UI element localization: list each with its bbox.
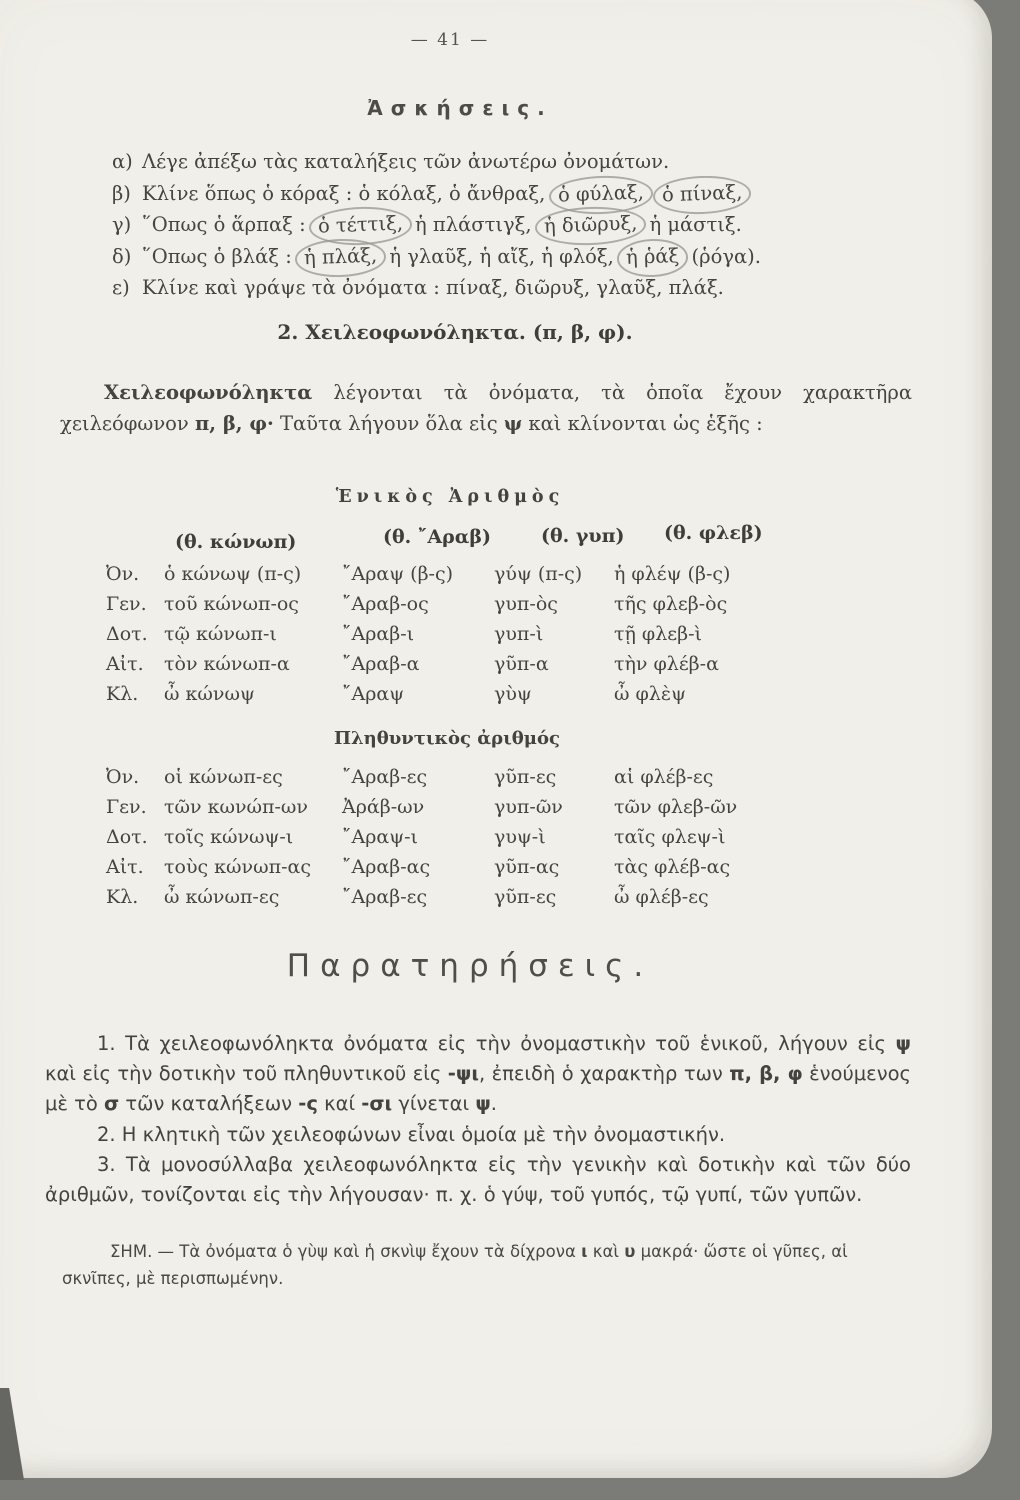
declension-cell: τοὺς κώνωπ-ας	[164, 856, 311, 878]
exercises-list	[112, 146, 902, 304]
text-segment: .	[490, 1092, 497, 1115]
declension-cell: γυπ-ῶν	[494, 796, 563, 818]
text-segment: 1. Τὰ χειλεοφωνόληκτα ὀνόματα εἰς τὴν ὀνομαστικὴν τοῦ ἑνικοῦ, λήγουν εἰς	[97, 1032, 896, 1055]
declension-cell: γυπ-ὸς	[494, 593, 558, 615]
pencil-circled-word: ὁ τέττιξ,	[308, 205, 412, 246]
text-segment: σ	[104, 1092, 120, 1115]
case-label: Ὀν.	[106, 563, 140, 585]
text-segment: ἑνούμενος μὲ τὸ	[45, 1062, 911, 1115]
text-segment: υ	[624, 1242, 636, 1261]
declension-cell: ῎Αραβ-ες	[342, 886, 428, 908]
declension-cell: τὰς φλέβ-ας	[614, 856, 731, 878]
declension-cell: ὦ φλὲψ	[614, 683, 686, 705]
declension-cell: γὺψ	[494, 683, 532, 705]
declension-cell: τῇ φλεβ-ὶ	[614, 623, 702, 645]
declension-cell: οἱ κώνωπ-ες	[164, 766, 283, 788]
text-segment: καὶ	[587, 1242, 625, 1261]
exercise-text	[142, 150, 669, 173]
declension-cell: γῦπ-ες	[494, 886, 557, 908]
text-segment: καί	[317, 1092, 362, 1115]
case-label: Ὀν.	[106, 766, 140, 788]
observations-title: Παρατηρήσεις.	[286, 948, 654, 984]
exercise-item-c	[112, 209, 902, 241]
declension-cell: τὸν κώνωπ-α	[164, 653, 290, 675]
text-segment: π, β, φ·	[194, 411, 274, 435]
declension-cell: ταῖς φλεψ-ὶ	[614, 826, 726, 848]
stem-header-phleb: (θ. φλεβ)	[664, 522, 763, 544]
exercise-item-e	[112, 272, 902, 304]
declension-cell: γῦπ-ας	[494, 856, 560, 878]
exercise-label: γ)	[112, 213, 132, 236]
text-segment: τῶν καταλήξεων	[119, 1092, 299, 1115]
stem-header-arab: (θ. ῎Αραβ)	[383, 526, 491, 548]
exercise-item-a	[112, 146, 902, 178]
declension-cell: ὁ κώνωψ (π-ς)	[164, 563, 302, 585]
exercise-label: β)	[112, 181, 131, 205]
singular-number-heading: Ἑνικὸς Ἀριθμὸς	[335, 487, 565, 507]
declension-cell: ῎Αραψ-ι	[342, 826, 418, 848]
declension-cell: αἱ φλέβ-ες	[614, 766, 714, 788]
exercise-item-d	[112, 241, 902, 273]
exercises-title: Ἀσκήσεις.	[367, 96, 553, 120]
text-segment: ι	[581, 1242, 588, 1261]
declension-cell: γῦπ-ες	[494, 766, 557, 788]
declension-cell: ὦ φλέβ-ες	[614, 886, 709, 908]
stem-header-konop: (θ. κώνωπ)	[175, 531, 297, 553]
declension-cell: ῎Αραβ-ας	[342, 856, 431, 878]
exercise-label: δ)	[112, 244, 132, 268]
exercise-item-b	[112, 178, 902, 210]
declension-table-singular	[106, 559, 846, 709]
text-segment: Ταῦτα λήγουν ὅλα εἰς	[273, 411, 504, 435]
pencil-circled-word: ἡ διῶρυξ,	[534, 205, 647, 246]
text-segment: Χειλεοφωνόληκτα	[104, 381, 313, 404]
declension-cell: ῎Αραβ-ες	[342, 766, 428, 788]
exercise-label: α)	[112, 150, 133, 173]
text-segment: Κλίνε καὶ γράψε τὰ ὀνόματα : πίναξ, διῶρυξ, γλαῦξ, πλάξ.	[142, 276, 724, 299]
text-segment: 3. Τὰ μονοσύλλαβα χειλεοφωνόληκτα εἰς τὴν γενικὴν καὶ δοτικὴν καὶ τῶν δύο ἀριθμῶν, τονίζονται εἰς τὴν λήγουσαν· π. χ. ὁ γύψ, τοῦ γυπός, τῷ γυπί, τῶν γυπῶν.	[45, 1153, 911, 1206]
case-label: Αἰτ.	[106, 856, 144, 878]
text-segment: ἡ μάστιξ.	[643, 213, 742, 236]
section-2-intro-paragraph	[60, 378, 912, 439]
text-segment: ἡ γλαῦξ, ἡ αἴξ, ἡ φλόξ,	[383, 244, 621, 268]
pencil-circled-word: ἡ ῥάξ	[616, 237, 689, 277]
declension-cell: ὦ κώνωψ	[164, 683, 255, 705]
declension-cell: ῎Αραβ-α	[342, 653, 420, 675]
text-segment: ψ	[503, 411, 523, 435]
observation-paragraph-3	[45, 1150, 911, 1210]
declension-cell: ῎Αραψ (β-ς)	[342, 563, 454, 585]
declension-cell: γυψ-ὶ	[494, 826, 546, 848]
exercise-text	[142, 276, 724, 299]
section-2-heading: 2. Χειλεοφωνόληκτα. (π, β, φ).	[277, 320, 633, 344]
text-segment: ῞Οπως ὁ ἅρπαξ :	[142, 213, 312, 236]
case-label: Γεν.	[106, 796, 147, 818]
exercise-text	[142, 213, 742, 236]
declension-cell: γυπ-ὶ	[494, 623, 544, 645]
text-segment: ψ	[895, 1032, 911, 1055]
text-segment: ΣΗΜ. — Τὰ ὀνόματα ὁ γὺψ καὶ ἡ σκνὶψ ἔχουν τὰ δίχρονα	[110, 1242, 582, 1261]
exercise-text	[142, 182, 748, 205]
text-segment: γίνεται	[392, 1092, 476, 1115]
declension-cell: ὦ κώνωπ-ες	[164, 886, 280, 908]
text-segment: καὶ εἰς τὴν δοτικὴν τοῦ πληθυντικοῦ εἰς	[45, 1062, 448, 1085]
declension-cell: γύψ (π-ς)	[494, 563, 583, 585]
text-segment: Κλίνε ὅπως ὁ κόραξ : ὁ κόλαξ, ὁ ἄνθραξ,	[142, 181, 552, 205]
text-segment: -ς	[298, 1092, 318, 1115]
text-segment: λέγονται τὰ ὀνόματα, τὰ ὁποῖα ἔχουν χαρακτῆρα χειλεόφωνον	[60, 381, 912, 435]
observation-paragraph-1	[45, 1029, 911, 1119]
footnote-sim	[62, 1238, 884, 1292]
declension-cell: τῆς φλεβ-ὸς	[614, 593, 728, 615]
page-number: — 41 —	[410, 30, 490, 50]
declension-cell: τῷ κώνωπ-ι	[164, 623, 277, 645]
declension-cell: ῎Αραψ	[342, 683, 405, 705]
stem-header-gyp: (θ. γυπ)	[541, 525, 625, 547]
exercise-text	[142, 245, 761, 268]
declension-cell: γῦπ-α	[494, 653, 549, 675]
plural-number-heading: Πληθυντικὸς ἀριθμός	[334, 728, 560, 749]
text-segment: 2. Η κλητικὴ τῶν χειλεοφώνων εἶναι ὁμοία μὲ τὴν ὀνομαστικήν.	[97, 1123, 726, 1146]
text-segment: ἡ πλάστιγξ,	[408, 213, 538, 236]
pencil-circled-word: ὁ φύλαξ,	[548, 174, 653, 215]
pencil-circled-word: ἡ πλάξ,	[294, 237, 386, 278]
case-label: Γεν.	[106, 593, 147, 615]
text-segment: π, β, φ	[729, 1062, 803, 1085]
declension-cell: τὴν φλέβ-α	[614, 653, 719, 675]
declension-cell: ῎Αραβ-ος	[342, 593, 429, 615]
text-segment: (ῥόγα).	[685, 244, 761, 268]
pencil-circled-word: ὁ πίναξ,	[652, 174, 752, 215]
text-segment: -σι	[361, 1092, 393, 1115]
text-segment: ῞Οπως ὁ βλάξ :	[142, 244, 299, 268]
text-segment: , ἐπειδὴ ὁ χαρακτὴρ των	[478, 1062, 730, 1085]
exercise-label: ε)	[112, 276, 130, 299]
case-label: Αἰτ.	[106, 653, 144, 675]
text-segment: μακρά· ὥστε οἱ γῦπες, αἱ σκνῖπες, μὲ περισπωμένην.	[62, 1242, 848, 1288]
case-label: Κλ.	[106, 683, 139, 705]
declension-cell: ἡ φλέψ (β-ς)	[614, 563, 731, 585]
declension-cell: Ἀράβ-ων	[342, 796, 425, 818]
text-segment: ψ	[475, 1092, 491, 1115]
declension-cell: τοῖς κώνωψ-ι	[164, 826, 294, 848]
case-label: Δοτ.	[106, 826, 148, 848]
observation-paragraph-2	[45, 1120, 911, 1150]
text-segment: Λέγε ἀπέξω τὰς καταλήξεις τῶν ἀνωτέρω ὀνομάτων.	[142, 150, 670, 173]
text-segment: καὶ κλίνονται ὡς ἑξῆς :	[522, 411, 763, 435]
case-label: Κλ.	[106, 886, 139, 908]
case-label: Δοτ.	[106, 623, 148, 645]
text-segment: -ψι	[447, 1062, 479, 1085]
declension-cell: τῶν φλεβ-ῶν	[614, 796, 738, 818]
declension-cell: τῶν κωνώπ-ων	[164, 796, 308, 818]
declension-cell: τοῦ κώνωπ-ος	[164, 593, 299, 615]
declension-cell: ῎Αραβ-ι	[342, 623, 415, 645]
declension-table-plural	[106, 762, 846, 912]
